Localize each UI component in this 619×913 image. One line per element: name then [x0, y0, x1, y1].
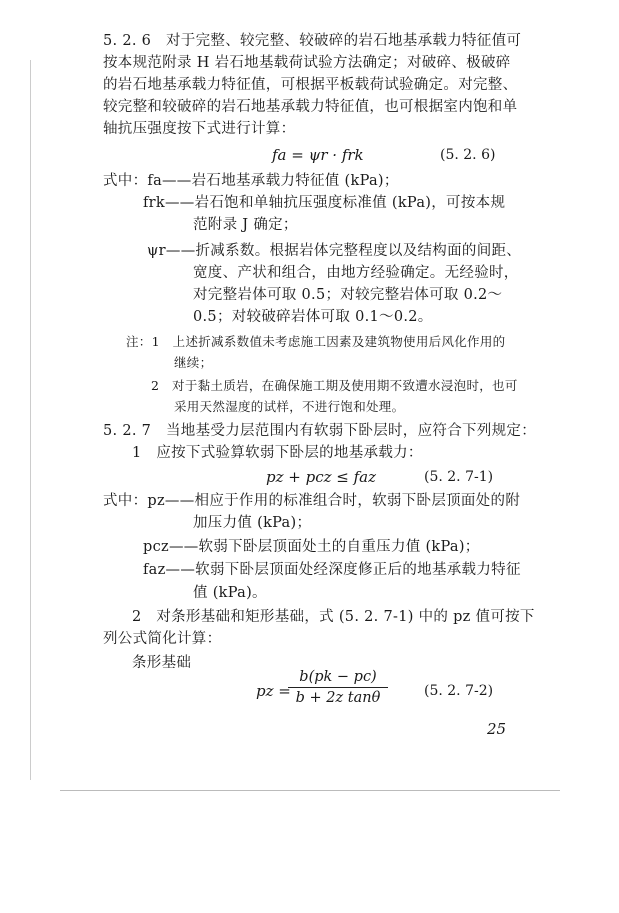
- where-faz: faz——软弱下卧层顶面处经深度修正后的地基承载力特征: [143, 562, 521, 578]
- equation-5-2-7-2-denominator: b + 2z tanθ: [295, 690, 381, 706]
- where-frk: frk——岩石饱和单轴抗压强度标准值 (kPa)，可按本规: [143, 195, 506, 211]
- where-fa: 式中：fa——岩石地基承载力特征值 (kPa)；: [103, 173, 399, 189]
- page-number: 25: [487, 720, 507, 738]
- where-psi-cont-1: 宽度、产状和组合，由地方经验确定。无经验时，: [193, 265, 519, 281]
- section-5-2-6-line-2: 按本规范附录 H 岩石地基载荷试验方法确定；对破碎、极破碎: [103, 55, 511, 71]
- section-5-2-7-line-1: 5. 2. 7 当地基受力层范围内有软弱下卧层时，应符合下列规定：: [103, 423, 537, 439]
- note-2: 2 对于黏土质岩，在确保施工期及使用期不致遭水浸泡时，也可: [151, 378, 518, 393]
- equation-5-2-7-2-lhs: pz =: [256, 682, 291, 700]
- equation-5-2-7-1: pz + pcz ≤ faz: [266, 468, 377, 486]
- section-5-2-7-item-2-cont: 列公式简化计算：: [103, 631, 222, 647]
- where-psi-cont-2: 对完整岩体可取 0.5；对较完整岩体可取 0.2～: [193, 287, 503, 303]
- where-psi: ψr——折减系数。根据岩体完整程度以及结构面的间距、: [147, 243, 522, 259]
- equation-5-2-6: fa = ψr · frk: [272, 146, 364, 164]
- section-5-2-6-line-3: 的岩石地基承载力特征值，可根据平板载荷试验确定。对完整、: [103, 77, 518, 93]
- section-5-2-7-item-2: 2 对条形基础和矩形基础，式 (5. 2. 7-1) 中的 pz 值可按下: [132, 609, 535, 625]
- equation-5-2-6-number: (5. 2. 6): [440, 147, 496, 163]
- section-5-2-7-item-1: 1 应按下式验算软弱下卧层的地基承载力：: [132, 445, 423, 461]
- section-5-2-6-line-5: 轴抗压强度按下式进行计算：: [103, 121, 296, 137]
- equation-5-2-7-2-number: (5. 2. 7-2): [424, 683, 494, 699]
- where-pcz: pcz——软弱下卧层顶面处土的自重压力值 (kPa)；: [143, 539, 480, 555]
- where-psi-cont-3: 0.5；对较破碎岩体可取 0.1～0.2。: [193, 309, 433, 325]
- where-faz-cont: 值 (kPa)。: [193, 585, 267, 601]
- equation-5-2-7-2-numerator: b(pk − pc): [288, 667, 388, 688]
- scan-edge-line: [30, 60, 31, 780]
- note-2-cont: 采用天然湿度的试样，不进行饱和处理。: [174, 399, 405, 414]
- where-frk-cont: 范附录 J 确定；: [193, 217, 298, 233]
- strip-foundation-label: 条形基础: [132, 655, 192, 671]
- equation-5-2-7-1-number: (5. 2. 7-1): [424, 469, 494, 485]
- equation-5-2-7-2-fraction: [288, 667, 388, 708]
- note-1: 注：1 上述折减系数值未考虑施工因素及建筑物使用后风化作用的: [126, 334, 506, 349]
- section-5-2-6-line-4: 较完整和较破碎的岩石地基承载力特征值，也可根据室内饱和单: [103, 99, 518, 115]
- scan-artifact-line: [60, 790, 560, 791]
- where-pz: 式中：pz——相应于作用的标准组合时，软弱下卧层顶面处的附: [103, 493, 521, 509]
- section-5-2-6-line-1: 5. 2. 6 对于完整、较完整、较破碎的岩石地基承载力特征值可: [103, 33, 522, 49]
- note-1-cont: 继续；: [174, 355, 213, 370]
- where-pz-cont: 加压力值 (kPa)；: [193, 515, 312, 531]
